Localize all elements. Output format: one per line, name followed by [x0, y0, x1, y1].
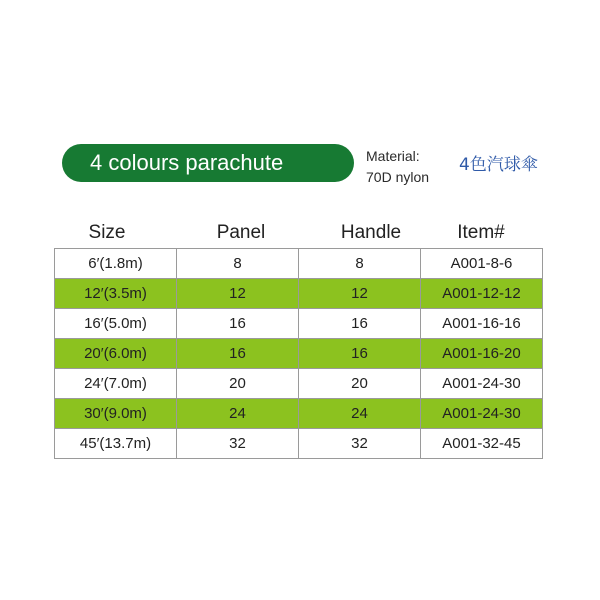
cell-size: 6′(1.8m) — [55, 249, 177, 279]
material-label: Material: — [366, 148, 420, 164]
cell-panel: 20 — [177, 369, 299, 399]
title-banner — [62, 144, 354, 182]
cell-item: A001-16-16 — [421, 309, 543, 339]
cell-item: A001-32-45 — [421, 429, 543, 459]
cell-panel: 12 — [177, 279, 299, 309]
header-handle: Handle — [340, 222, 402, 243]
header-size: Size — [88, 222, 126, 243]
cell-panel: 16 — [177, 339, 299, 369]
table-header — [54, 222, 542, 248]
table-row — [55, 339, 543, 369]
cell-panel: 24 — [177, 399, 299, 429]
cell-item: A001-8-6 — [421, 249, 543, 279]
cell-handle: 20 — [299, 369, 421, 399]
table-row — [55, 249, 543, 279]
header-item: Item# — [457, 222, 505, 243]
cell-size: 24′(7.0m) — [55, 369, 177, 399]
cell-size: 45′(13.7m) — [55, 429, 177, 459]
cell-size: 30′(9.0m) — [55, 399, 177, 429]
cell-size: 12′(3.5m) — [55, 279, 177, 309]
table-row — [55, 369, 543, 399]
cell-handle: 16 — [299, 309, 421, 339]
material-value: 70D nylon — [366, 169, 430, 185]
header-panel: Panel — [216, 222, 266, 243]
table-row — [55, 309, 543, 339]
chinese-title: 4色汽球傘 — [459, 155, 538, 175]
table-row — [55, 399, 543, 429]
cell-item: A001-24-30 — [421, 369, 543, 399]
cell-item: A001-16-20 — [421, 339, 543, 369]
cell-panel: 32 — [177, 429, 299, 459]
page-title: 4 colours parachute — [90, 150, 284, 175]
cell-handle: 8 — [299, 249, 421, 279]
cell-panel: 16 — [177, 309, 299, 339]
material-info — [366, 146, 429, 188]
table-row — [55, 279, 543, 309]
cell-handle: 12 — [299, 279, 421, 309]
cell-panel: 8 — [177, 249, 299, 279]
table-row — [55, 429, 543, 459]
cell-size: 16′(5.0m) — [55, 309, 177, 339]
cell-handle: 32 — [299, 429, 421, 459]
cell-handle: 24 — [299, 399, 421, 429]
cell-item: A001-24-30 — [421, 399, 543, 429]
cell-size: 20′(6.0m) — [55, 339, 177, 369]
cell-item: A001-12-12 — [421, 279, 543, 309]
spec-table — [54, 248, 543, 459]
cell-handle: 16 — [299, 339, 421, 369]
